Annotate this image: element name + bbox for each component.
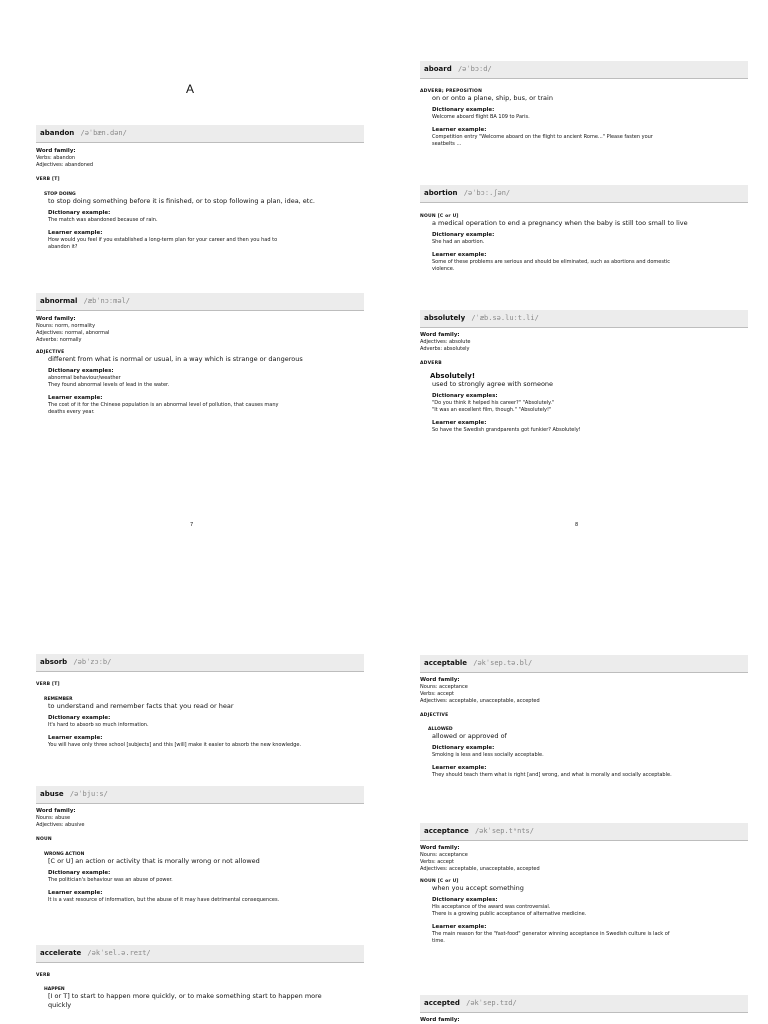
headword: absorb [40, 658, 68, 666]
word-family-label: Word family: [36, 316, 76, 322]
definition: to stop doing something before it is finished, or to stop following a plan, idea, etc. [48, 197, 315, 205]
guide-word: STOP DOING [44, 192, 76, 197]
part-of-speech: NOUN [C or U] [420, 879, 459, 884]
definition: a medical operation to end a pregnancy when the baby is still too small to live [432, 219, 688, 227]
entry-header [36, 125, 364, 143]
dictionary-example: She had an abortion. [432, 239, 485, 245]
learner-example: deaths every year. [48, 409, 95, 415]
entry-header [36, 654, 364, 672]
entry-header [420, 823, 748, 841]
learner-example: How would you feel if you established a long-term plan for your career and then you had to [48, 237, 278, 243]
headword: acceptance [424, 827, 469, 835]
pronunciation: /əˈbæn.dən/ [80, 129, 127, 137]
learner-example-label: Learner example: [48, 395, 103, 401]
definition: [C or U] an action or activity that is morally wrong or not allowed [48, 857, 260, 865]
dictionary-example-label: Dictionary example: [48, 870, 111, 876]
headword: abnormal [40, 297, 78, 305]
entry-acceptable [420, 655, 748, 779]
word-family-line: Adverbs: absolutely [420, 346, 470, 352]
headword: acceptable [424, 659, 468, 667]
pronunciation: /æbˈnɔːməl/ [83, 297, 130, 305]
guide-word: ALLOWED [428, 727, 453, 732]
learner-example: The main reason for the "fast-food" generator winning acceptance in Swedish culture is lack of [432, 931, 670, 937]
definition: quickly [48, 1001, 72, 1009]
part-of-speech: ADJECTIVE [36, 350, 65, 355]
word-family-line: Adjectives: absolute [420, 339, 471, 345]
part-of-speech: VERB [T] [36, 177, 60, 182]
part-of-speech: VERB [36, 973, 51, 978]
dictionary-example: Smoking is less and less socially acceptable. [432, 752, 544, 758]
pronunciation: /əkˈsep.tᵊnts/ [474, 827, 534, 835]
learner-example: violence. [432, 266, 455, 272]
entry-header [420, 995, 748, 1013]
page-number: 7 [190, 522, 194, 528]
dictionary-example: "Do you think it helped his career?" "Absolutely." [432, 400, 555, 406]
learner-example-label: Learner example: [432, 420, 487, 426]
word-family-line: Verbs: accept [420, 859, 454, 865]
dictionary-example-label: Dictionary examples: [48, 368, 114, 374]
pronunciation: /əkˈsep.tɪd/ [466, 999, 517, 1007]
definition: on or onto a plane, ship, bus, or train [432, 94, 553, 102]
entry-header [420, 310, 748, 328]
word-family-label: Word family: [420, 677, 460, 683]
learner-example-label: Learner example: [48, 890, 103, 896]
entry-acceptance [420, 823, 748, 945]
entry-aboard [420, 61, 748, 148]
guide-word: REMEMBER [44, 697, 73, 702]
learner-example-label: Learner example: [432, 765, 487, 771]
dictionary-example-label: Dictionary example: [48, 210, 111, 216]
headword: aboard [424, 65, 452, 73]
word-family-line: Adjectives: abandoned [36, 162, 94, 168]
entry-accepted [420, 995, 748, 1024]
dictionary-example: There is a growing public acceptance of alternative medicine. [432, 911, 587, 917]
pronunciation: /əkˈsel.ə.reɪt/ [87, 949, 151, 957]
word-family-line: Nouns: acceptance [420, 684, 468, 690]
word-family-line: Verbs: accept [420, 691, 454, 697]
pronunciation: /əbˈzɔːb/ [73, 658, 112, 666]
learner-example: time. [432, 938, 445, 944]
part-of-speech: NOUN [36, 837, 52, 842]
dictionary-example-label: Dictionary example: [48, 715, 111, 721]
learner-example: seatbelts ... [432, 141, 462, 147]
part-of-speech: ADJECTIVE [420, 713, 449, 718]
dictionary-example: It's hard to absorb so much information. [48, 722, 149, 728]
phrase: Absolutely! [430, 372, 476, 380]
entry-header [420, 655, 748, 673]
entry-header [36, 293, 364, 311]
word-family-label: Word family: [420, 1017, 460, 1023]
definition: used to strongly agree with someone [432, 380, 554, 388]
entry-header [36, 786, 364, 804]
guide-word: HAPPEN [44, 987, 65, 992]
dictionary-example: abnormal behaviour/weather [48, 375, 121, 381]
learner-example-label: Learner example: [432, 127, 487, 133]
word-family-label: Word family: [36, 148, 76, 154]
learner-example-label: Learner example: [432, 252, 487, 258]
entry-abuse [36, 786, 364, 904]
section-letter: A [186, 82, 195, 96]
pronunciation: /əkˈsep.tə.bl/ [473, 659, 533, 667]
dictionary-example: His acceptance of the award was controversial. [432, 904, 551, 910]
definition: when you accept something [432, 884, 524, 892]
headword: accepted [424, 999, 460, 1007]
word-family-line: Adjectives: acceptable, unacceptable, accepted [420, 698, 540, 704]
guide-word: WRONG ACTION [44, 852, 85, 857]
entry-header [420, 61, 748, 79]
word-family-line: Nouns: norm, normality [36, 323, 96, 329]
entry-absorb [36, 654, 364, 749]
word-family-line: Adjectives: normal, abnormal [36, 330, 110, 336]
definition: different from what is normal or usual, in a way which is strange or dangerous [48, 355, 303, 363]
pronunciation: /ˈæb.sə.luːt.li/ [471, 314, 539, 322]
learner-example-label: Learner example: [48, 230, 103, 236]
word-family-line: Adjectives: acceptable, unacceptable, accepted [420, 866, 540, 872]
headword: abandon [40, 129, 75, 137]
part-of-speech: ADVERB [420, 361, 442, 366]
entry-abandon [36, 125, 364, 251]
learner-example: Competition entry "Welcome aboard on the flight to ancient Rome..." Please fasten your [432, 134, 653, 140]
headword: abuse [40, 790, 64, 798]
dictionary-example-label: Dictionary example: [432, 107, 495, 113]
dictionary-example: The match was abandoned because of rain. [48, 217, 158, 223]
learner-example: abandon it? [48, 244, 78, 250]
definition: allowed or approved of [432, 732, 507, 740]
pronunciation: /əˈbjuːs/ [69, 790, 108, 798]
word-family-line: Nouns: acceptance [420, 852, 468, 858]
headword: accelerate [40, 949, 82, 957]
entry-header [420, 185, 748, 203]
headword: absolutely [424, 314, 466, 322]
definition: [I or T] to start to happen more quickly, or to make something start to happen more [48, 992, 322, 1000]
word-family-line: Nouns: abuse [36, 815, 71, 821]
learner-example: So have the Swedish grandparents got funkier? Absolutely! [432, 427, 581, 433]
learner-example: Some of these problems are serious and should be eliminated, such as abortions and domestic [432, 259, 671, 265]
learner-example-label: Learner example: [432, 924, 487, 930]
headword: abortion [424, 189, 458, 197]
entry-abortion [420, 185, 748, 273]
word-family-label: Word family: [420, 332, 460, 338]
part-of-speech: NOUN [C or U] [420, 214, 459, 219]
learner-example-label: Learner example: [48, 735, 103, 741]
entry-header [36, 945, 364, 963]
dictionary-example: Welcome aboard flight BA 109 to Paris. [432, 114, 530, 120]
definition: to understand and remember facts that you read or hear [48, 702, 234, 710]
dictionary-example-label: Dictionary example: [432, 745, 495, 751]
word-family-line: Verbs: abandon [36, 155, 76, 161]
dictionary-example: They found abnormal levels of lead in the water. [48, 382, 170, 388]
entry-abnormal [36, 293, 364, 416]
learner-example: The cost of it for the Chinese population is an abnormal level of pollution, that causes many [48, 402, 279, 408]
dictionary-example-label: Dictionary examples: [432, 393, 498, 399]
dictionary-example: The politician's behaviour was an abuse of power. [48, 877, 173, 883]
pronunciation: /əˈbɔː.ʃən/ [463, 189, 511, 197]
word-family-line: Adverbs: normally [36, 337, 82, 343]
dictionary-example: "It was an excellent film, though." "Absolutely!" [432, 407, 552, 413]
page-number: 8 [575, 522, 579, 528]
word-family-line: Adjectives: abusive [36, 822, 85, 828]
pronunciation: /əˈbɔːd/ [457, 65, 492, 73]
learner-example: It is a vast resource of information, but the abuse of it may have detrimental consequences. [48, 897, 280, 903]
dictionary-example-label: Dictionary example: [432, 232, 495, 238]
entry-absolutely [420, 310, 748, 434]
part-of-speech: ADVERB; PREPOSITION [420, 89, 483, 94]
word-family-label: Word family: [420, 845, 460, 851]
part-of-speech: VERB [T] [36, 682, 60, 687]
dictionary-example-label: Dictionary examples: [432, 897, 498, 903]
word-family-label: Word family: [36, 808, 76, 814]
learner-example: They should teach them what is right [and] wrong, and what is morally and socially acceptable. [432, 772, 672, 778]
entry-accelerate [36, 945, 364, 1010]
learner-example: You will have only three school [subjects] and this [will] make it easier to absorb the new knowledge. [48, 742, 302, 748]
